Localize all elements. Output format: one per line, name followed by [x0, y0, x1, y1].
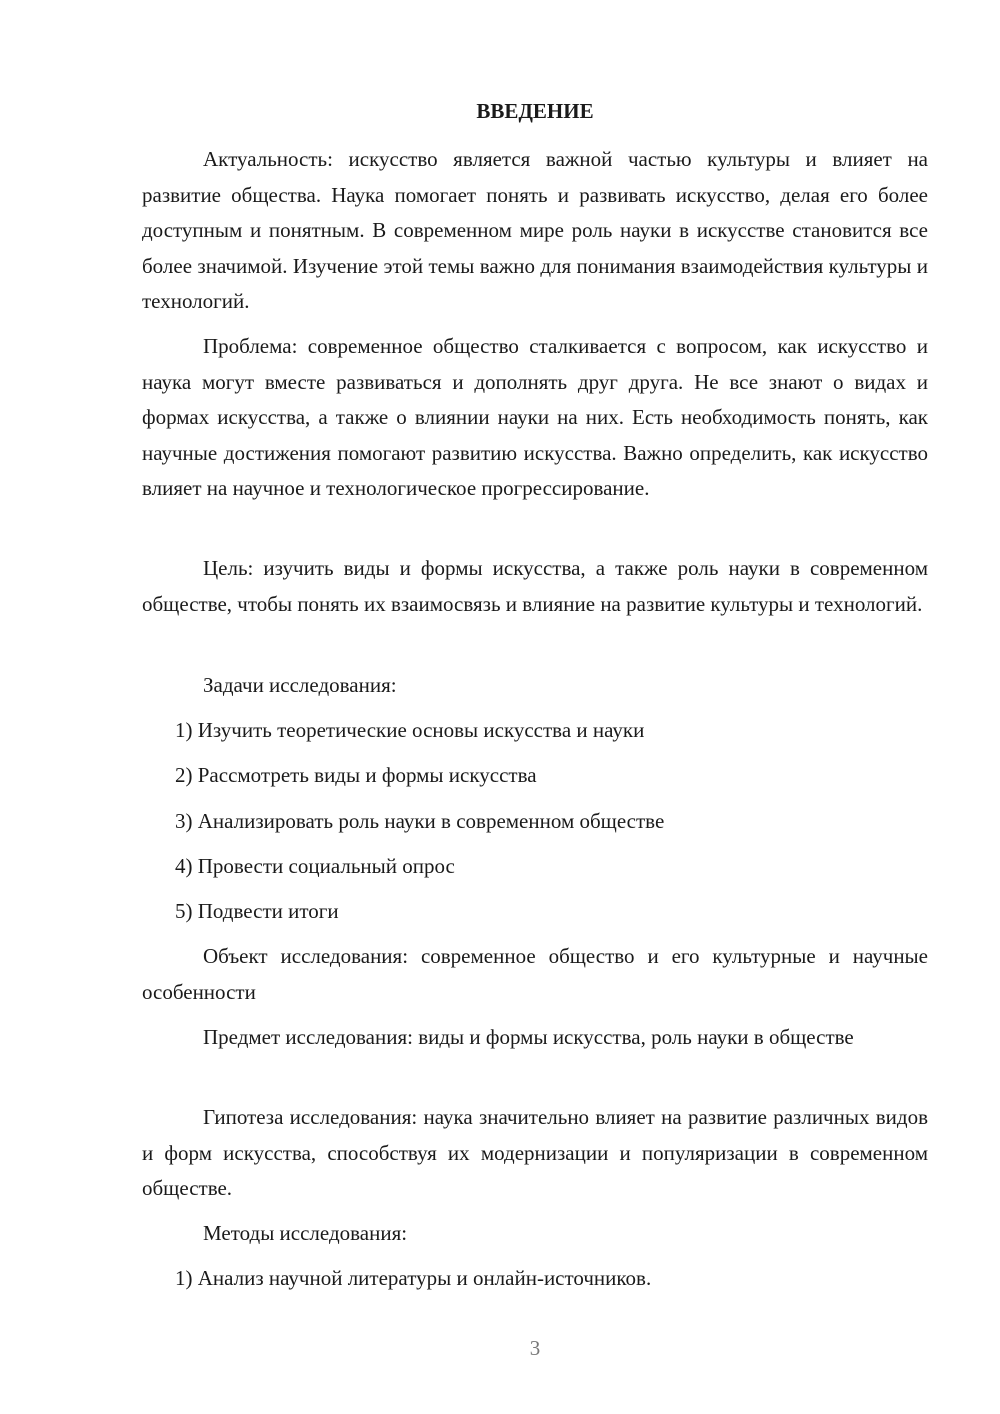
- tasks-heading: Задачи исследования:: [203, 673, 397, 697]
- page-number: 3: [529, 1336, 541, 1360]
- relevance-paragraph: Актуальность: искусство является важной частью культуры и влияет на развитие общества. Наука помогает понять и развивать искусство, делая его более доступным и понятным. В современном мире роль науки в искусстве становится все более значимой. Изучение этой темы важно для понимания взаимодействия культуры и технологий.: [142, 147, 928, 313]
- task-item: 4) Провести социальный опрос: [175, 854, 455, 878]
- section-title: ВВЕДЕНИЕ: [476, 99, 594, 123]
- object-paragraph: Объект исследования: современное общество и его культурные и научные особенности: [142, 944, 928, 1004]
- methods-heading: Методы исследования:: [203, 1221, 408, 1245]
- method-item: 1) Анализ научной литературы и онлайн-источников.: [175, 1266, 652, 1290]
- task-item: 1) Изучить теоретические основы искусства и науки: [175, 718, 645, 742]
- goal-paragraph: Цель: изучить виды и формы искусства, а также роль науки в современном обществе, чтобы понять их взаимосвязь и влияние на развитие культуры и технологий.: [142, 556, 928, 616]
- task-item: 3) Анализировать роль науки в современном обществе: [175, 809, 665, 833]
- task-item: 5) Подвести итоги: [175, 899, 339, 923]
- subject-paragraph: Предмет исследования: виды и формы искусства, роль науки в обществе: [203, 1025, 854, 1049]
- problem-paragraph: Проблема: современное общество сталкивается с вопросом, как искусство и наука могут вместе развиваться и дополнять друг друга. Не все знают о видах и формах искусства, а также о влиянии науки на них. Есть необходимость понять, как научные достижения помогают развитию искусства. Важно определить, как искусство влияет на научное и технологическое прогрессирование.: [142, 334, 928, 500]
- hypothesis-paragraph: Гипотеза исследования: наука значительно влияет на развитие различных видов и форм искусства, способствуя их модернизации и популяризации в современном обществе.: [142, 1105, 928, 1200]
- task-item: 2) Рассмотреть виды и формы искусства: [175, 763, 537, 787]
